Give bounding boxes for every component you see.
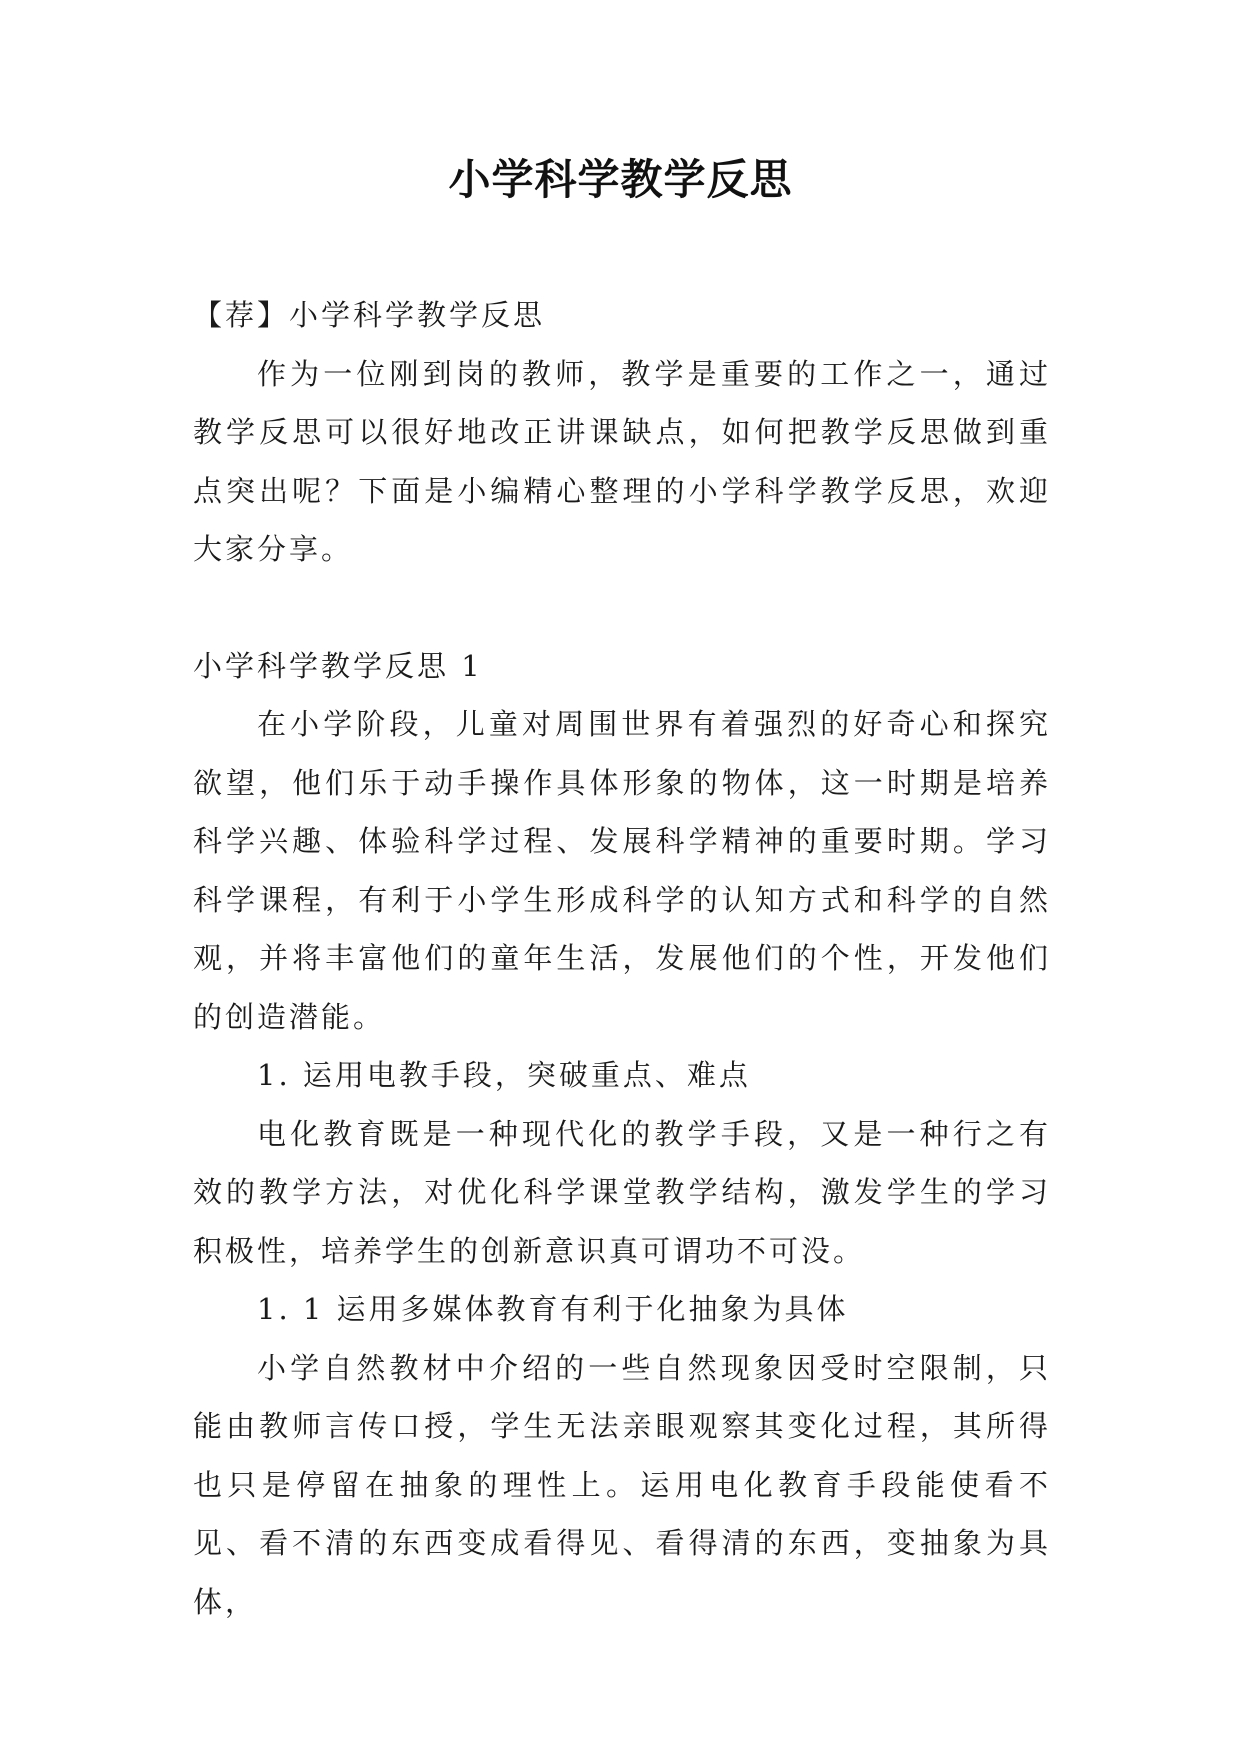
body-paragraph: 小学自然教材中介绍的一些自然现象因受时空限制，只能由教师言传口授，学生无法亲眼观察其变化过程，其所得也只是停留在抽象的理性上。运用电化教育手段能使看不见、看不清的东西变成看得见、看得清的东西，变抽象为具体， [193, 1350, 1051, 1619]
document-body [193, 286, 1051, 1631]
recommend-line: 【荐】小学科学教学反思 [193, 298, 546, 332]
document-title: 小学科学教学反思 [448, 155, 793, 204]
subsection-heading: 1. 运用电教手段，突破重点、难点 [257, 1058, 751, 1092]
subsection-heading: 1. 1 运用多媒体教育有利于化抽象为具体 [257, 1292, 849, 1326]
body-paragraph: 电化教育既是一种现代化的教学手段，又是一种行之有效的教学方法，对优化科学课堂教学结构，激发学生的学习积极性，培养学生的创新意识真可谓功不可没。 [193, 1116, 1051, 1268]
intro-paragraph: 作为一位刚到岗的教师，教学是重要的工作之一，通过教学反思可以很好地改正讲课缺点，如何把教学反思做到重点突出呢？下面是小编精心整理的小学科学教学反思，欢迎大家分享。 [193, 356, 1051, 566]
body-paragraph: 在小学阶段，儿童对周围世界有着强烈的好奇心和探究欲望，他们乐于动手操作具体形象的物体，这一时期是培养科学兴趣、体验科学过程、发展科学精神的重要时期。学习科学课程，有利于小学生形成科学的认知方式和科学的自然观，并将丰富他们的童年生活，发展他们的个性，开发他们的创造潜能。 [193, 707, 1051, 1034]
section-heading: 小学科学教学反思 1 [193, 648, 483, 683]
paragraph-gap [193, 579, 1051, 637]
